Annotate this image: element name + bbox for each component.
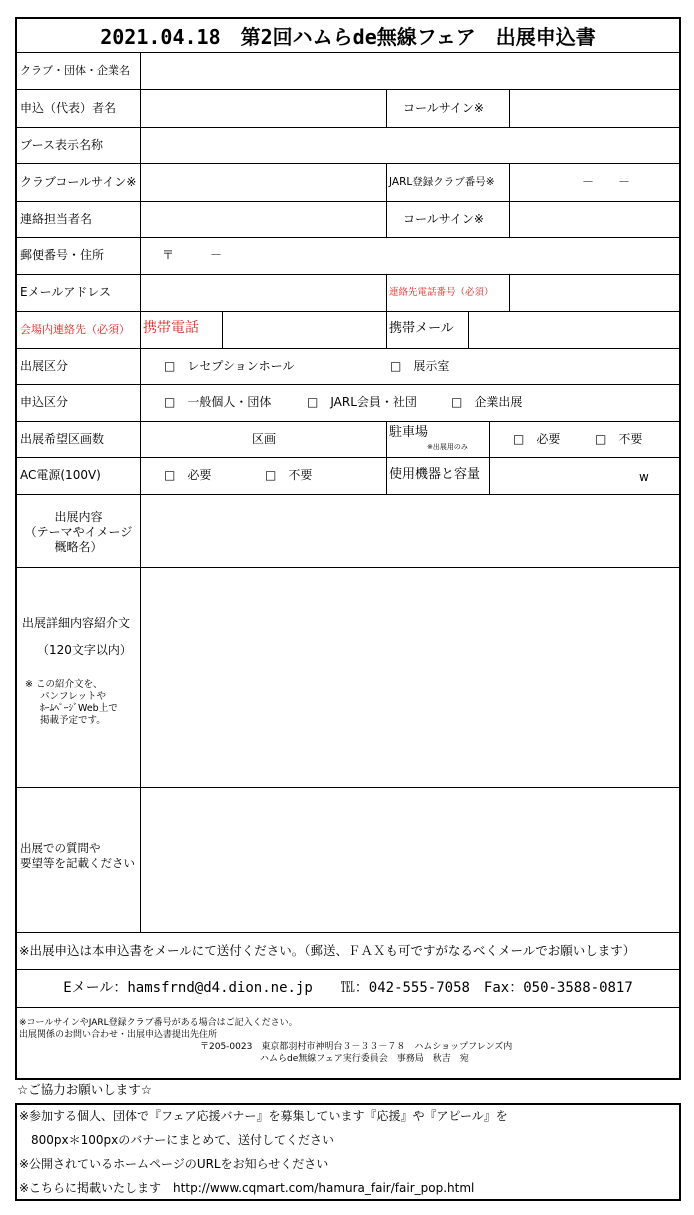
- club-name-label: クラブ・団体・企業名: [20, 64, 130, 77]
- detail-limit: （120文字以内）: [37, 643, 132, 657]
- detail-note: ※ この紹介文を、 パンフレットや ﾎｰﾑﾍﾟｰｼﾞWeb上で 掲載予定です。: [25, 679, 118, 726]
- banner-line-4[interactable]: ※こちらに掲載いたします http://www.cqmart.com/hamura_fair/fair_pop.html: [19, 1181, 475, 1195]
- callsign-label-2: コールサイン※: [403, 212, 484, 226]
- form-title: 2021.04.18 第2回ハムらde無線フェア 出展申込書: [100, 25, 596, 49]
- ac-no-option[interactable]: □ 不要: [265, 468, 313, 482]
- banner-line-3: ※公開されているホームページのURLをお知らせください: [19, 1157, 329, 1171]
- venue-contact-label: 会場内連絡先（必須）: [20, 323, 130, 336]
- contact-person-label: 連絡担当者名: [20, 212, 93, 226]
- parking-note: ※出展用のみ: [427, 443, 468, 451]
- applicant-label: 申込（代表）者名: [20, 101, 117, 115]
- booth-name-label: ブース表示名称: [20, 138, 104, 152]
- footer-line-4: ハムらde無線フェア実行委員会 事務局 秋吉 宛: [260, 1054, 469, 1064]
- postal-mark: 〒 －: [162, 248, 223, 262]
- notice-text: ※出展申込は本申込書をメールにて送付ください。（郵送、ＦＡＸも可ですがなるべくメールでお願いします）: [19, 943, 636, 958]
- option-jarl-member[interactable]: □ JARL会員・社団: [307, 395, 417, 409]
- jarl-number-dashes: － －: [582, 175, 631, 189]
- equipment-label: 使用機器と容量: [389, 467, 481, 482]
- footer-line-3: 〒205-0023 東京都羽村市神明台３－３３－７８ ハムショップフレンズ内: [200, 1042, 513, 1052]
- booth-unit: 区画: [252, 432, 277, 446]
- banner-box: [15, 1103, 681, 1201]
- banner-line-2: 800px＊100pxのバナーにまとめて、送付してください: [31, 1133, 335, 1147]
- detail-label: 出展詳細内容紹介文: [22, 616, 131, 630]
- footer-line-2: 出展関係のお問い合わせ・出展申込書提出先住所: [19, 1030, 218, 1040]
- question-label: 出展での質問や 要望等を記載ください: [20, 841, 135, 870]
- option-general[interactable]: □ 一般個人・団体: [164, 395, 272, 409]
- watt-unit: w: [639, 470, 649, 484]
- club-callsign-label: クラブコールサイン※: [20, 175, 137, 189]
- email-label: Eメールアドレス: [20, 285, 111, 299]
- option-company[interactable]: □ 企業出展: [451, 395, 523, 409]
- apply-category-label: 申込区分: [20, 395, 69, 409]
- mobile-phone-label: 携帯電話: [143, 320, 199, 336]
- ac-power-label: AC電源(100V): [20, 468, 101, 482]
- booth-count-label: 出展希望区画数: [20, 432, 105, 446]
- parking-need-option[interactable]: □ 必要: [513, 432, 561, 446]
- exhibit-category-label: 出展区分: [20, 359, 69, 373]
- parking-label: 駐車場: [389, 425, 429, 440]
- cooperation-heading: ☆ご協力お願いします☆: [17, 1082, 152, 1097]
- parking-no-option[interactable]: □ 不要: [595, 432, 643, 446]
- option-reception-hall[interactable]: □ レセプションホール: [164, 359, 295, 373]
- phone-label: 連絡先電話番号（必須）: [389, 287, 494, 298]
- callsign-label-1: コールサイン※: [403, 101, 484, 115]
- mobile-mail-label: 携帯メール: [389, 321, 454, 336]
- jarl-number-label: JARL登録クラブ番号※: [389, 176, 495, 188]
- banner-line-1: ※参加する個人、団体で『フェア応援バナー』を募集しています『応援』や『アピール』を: [19, 1109, 508, 1123]
- contact-line: Eメール：hamsfrnd@d4.dion.ne.jp ℡：042-555-7058 Fax：050-3588-0817: [63, 980, 633, 996]
- content-label: 出展内容 （テーマやイメージ 概略名）: [24, 510, 133, 554]
- ac-need-option[interactable]: □ 必要: [164, 468, 212, 482]
- postal-address-label: 郵便番号・住所: [20, 248, 105, 262]
- option-exhibit-room[interactable]: □ 展示室: [390, 359, 450, 373]
- application-form: [15, 17, 681, 1080]
- footer-line-1: ※コールサインやJARL登録クラブ番号がある場合はご記入ください。: [19, 1018, 298, 1028]
